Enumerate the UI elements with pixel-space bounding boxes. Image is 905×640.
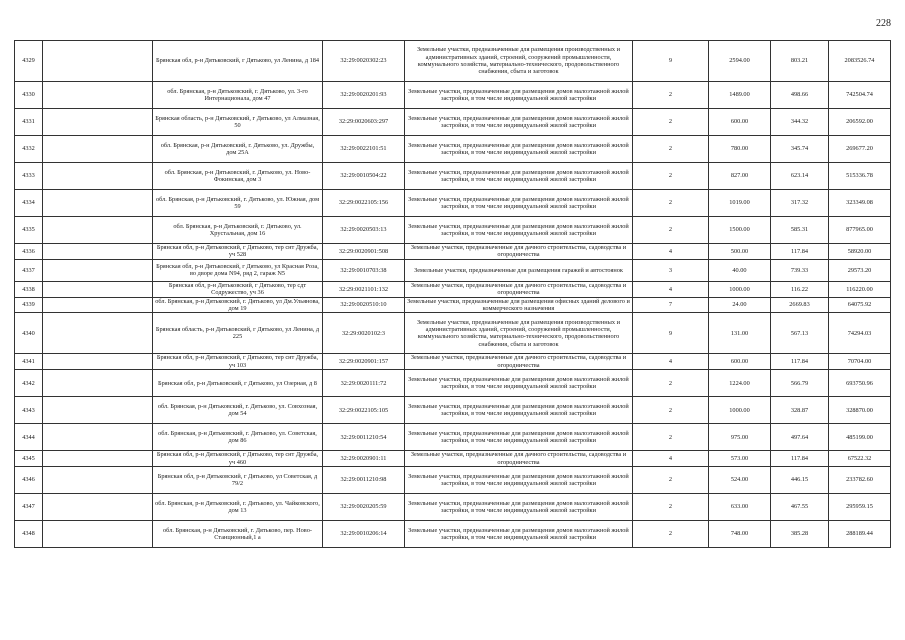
- cadastral-value-cell: 64075.92: [829, 297, 891, 313]
- blank-cell: [43, 82, 153, 109]
- land-use-cell: Земельные участки, предназначенные для размещения домов малоэтажной жилой застройки, в том числе индивидуальной жилой застройки: [405, 190, 633, 217]
- land-use-cell: Земельные участки, предназначенные для размещения производственных и административных зданий, строений, сооружений промышленности, коммунального хозяйства, материально-технического, продовольственного снабжения, сбыта и заготовок: [405, 313, 633, 354]
- address-cell: Брянская обл, р-н Дятьковский, г Дятьково, тер снт Дружба, уч 528: [153, 244, 323, 260]
- land-use-cell: Земельные участки, предназначенные для размещения домов малоэтажной жилой застройки, в том числе индивидуальной жилой застройки: [405, 163, 633, 190]
- cadastral-number-cell: 32:29:0011210:98: [323, 467, 405, 494]
- cadastral-number-cell: 32:29:0020503:13: [323, 217, 405, 244]
- cadastral-number-cell: 32:29:0020302:23: [323, 41, 405, 82]
- row-number-cell: 4347: [15, 494, 43, 521]
- address-cell: обл. Брянская, р-н Дятьковский, г. Дятьково, ул Дм.Ульянова, дом 19: [153, 297, 323, 313]
- group-cell: 4: [633, 281, 709, 297]
- specific-value-cell: 385.28: [771, 521, 829, 548]
- cadastral-value-cell: 206592.00: [829, 109, 891, 136]
- specific-value-cell: 116.22: [771, 281, 829, 297]
- row-number-cell: 4348: [15, 521, 43, 548]
- row-number-cell: 4336: [15, 244, 43, 260]
- area-cell: 780.00: [709, 136, 771, 163]
- area-cell: 2594.00: [709, 41, 771, 82]
- group-cell: 2: [633, 217, 709, 244]
- blank-cell: [43, 451, 153, 467]
- row-number-cell: 4345: [15, 451, 43, 467]
- cadastral-value-cell: 485199.00: [829, 424, 891, 451]
- blank-cell: [43, 521, 153, 548]
- cadastral-number-cell: 32:29:0020901:157: [323, 354, 405, 370]
- cadastral-value-cell: 693750.96: [829, 370, 891, 397]
- address-cell: Брянская обл, р-н Дятьковский, г Дятьково, ул Озерная, д 8: [153, 370, 323, 397]
- blank-cell: [43, 281, 153, 297]
- blank-cell: [43, 109, 153, 136]
- row-number-cell: 4335: [15, 217, 43, 244]
- land-use-cell: Земельные участки, предназначенные для размещения домов малоэтажной жилой застройки, в том числе индивидуальной жилой застройки: [405, 467, 633, 494]
- table-row: [15, 467, 891, 494]
- area-cell: 1489.00: [709, 82, 771, 109]
- land-use-cell: Земельные участки, предназначенные для дачного строительства, садоводства и огородничества: [405, 281, 633, 297]
- blank-cell: [43, 494, 153, 521]
- specific-value-cell: 317.32: [771, 190, 829, 217]
- specific-value-cell: 345.74: [771, 136, 829, 163]
- table-row: [15, 297, 891, 313]
- cadastral-value-cell: 70704.00: [829, 354, 891, 370]
- cadastral-number-cell: 32:29:0020201:93: [323, 82, 405, 109]
- group-cell: 2: [633, 397, 709, 424]
- group-cell: 2: [633, 521, 709, 548]
- blank-cell: [43, 370, 153, 397]
- row-number-cell: 4346: [15, 467, 43, 494]
- address-cell: обл. Брянская, р-н Дятьковский, г. Дятьково, ул. Советская, дом 86: [153, 424, 323, 451]
- group-cell: 2: [633, 136, 709, 163]
- address-cell: Брянская обл, р-н Дятьковский, г Дятьково, тер снт Дружба, уч 103: [153, 354, 323, 370]
- address-cell: обл. Брянская, р-н Дятьковский, г. Дятьково, ул. Чайковского, дом 13: [153, 494, 323, 521]
- group-cell: 2: [633, 370, 709, 397]
- group-cell: 2: [633, 109, 709, 136]
- specific-value-cell: 446.15: [771, 467, 829, 494]
- group-cell: 3: [633, 259, 709, 281]
- row-number-cell: 4341: [15, 354, 43, 370]
- cadastral-number-cell: 32:29:0010504:22: [323, 163, 405, 190]
- land-use-cell: Земельные участки, предназначенные для размещения домов малоэтажной жилой застройки, в том числе индивидуальной жилой застройки: [405, 136, 633, 163]
- group-cell: 7: [633, 297, 709, 313]
- table-row: [15, 244, 891, 260]
- table-row: [15, 354, 891, 370]
- row-number-cell: 4343: [15, 397, 43, 424]
- row-number-cell: 4334: [15, 190, 43, 217]
- group-cell: 2: [633, 163, 709, 190]
- blank-cell: [43, 354, 153, 370]
- specific-value-cell: 497.64: [771, 424, 829, 451]
- cadastral-value-cell: 2083526.74: [829, 41, 891, 82]
- cadastral-value-table: [14, 40, 891, 548]
- land-use-cell: Земельные участки, предназначенные для размещения домов малоэтажной жилой застройки, в том числе индивидуальной жилой застройки: [405, 217, 633, 244]
- specific-value-cell: 117.84: [771, 451, 829, 467]
- group-cell: 2: [633, 82, 709, 109]
- row-number-cell: 4342: [15, 370, 43, 397]
- blank-cell: [43, 217, 153, 244]
- area-cell: 827.00: [709, 163, 771, 190]
- cadastral-value-cell: 74294.03: [829, 313, 891, 354]
- cadastral-number-cell: 32:29:0011210:54: [323, 424, 405, 451]
- table-row: [15, 521, 891, 548]
- cadastral-number-cell: 32:29:0010703:38: [323, 259, 405, 281]
- land-use-cell: Земельные участки, предназначенные для размещения домов малоэтажной жилой застройки, в том числе индивидуальной жилой застройки: [405, 397, 633, 424]
- group-cell: 4: [633, 354, 709, 370]
- page-number: 228: [876, 18, 891, 29]
- cadastral-number-cell: 32:29:0010206:14: [323, 521, 405, 548]
- table-row: [15, 424, 891, 451]
- cadastral-value-cell: 295959.15: [829, 494, 891, 521]
- area-cell: 633.00: [709, 494, 771, 521]
- cadastral-number-cell: 32:29:0020510:10: [323, 297, 405, 313]
- table-row: [15, 82, 891, 109]
- cadastral-number-cell: 32:29:0020111:72: [323, 370, 405, 397]
- group-cell: 2: [633, 190, 709, 217]
- table-row: [15, 370, 891, 397]
- specific-value-cell: 739.33: [771, 259, 829, 281]
- cadastral-value-cell: 58920.00: [829, 244, 891, 260]
- land-use-cell: Земельные участки, предназначенные для дачного строительства, садоводства и огородничества: [405, 244, 633, 260]
- blank-cell: [43, 190, 153, 217]
- cadastral-value-cell: 116220.00: [829, 281, 891, 297]
- table-row: [15, 259, 891, 281]
- address-cell: Брянская область, р-н Дятьковский, г Дятьково, ул Алмазная, 50: [153, 109, 323, 136]
- group-cell: 9: [633, 41, 709, 82]
- land-use-cell: Земельные участки, предназначенные для размещения производственных и административных зданий, строений, сооружений промышленности, коммунального хозяйства, материально-технического, продовольственного снабжения, сбыта и заготовок: [405, 41, 633, 82]
- area-cell: 1500.00: [709, 217, 771, 244]
- cadastral-number-cell: 32:29:0022101:51: [323, 136, 405, 163]
- cadastral-value-cell: 67522.32: [829, 451, 891, 467]
- table-row: [15, 313, 891, 354]
- area-cell: 748.00: [709, 521, 771, 548]
- cadastral-number-cell: 32:29:0022105:156: [323, 190, 405, 217]
- area-cell: 40.00: [709, 259, 771, 281]
- cadastral-number-cell: 32:29:0022105:105: [323, 397, 405, 424]
- blank-cell: [43, 313, 153, 354]
- specific-value-cell: 498.66: [771, 82, 829, 109]
- row-number-cell: 4339: [15, 297, 43, 313]
- table-row: [15, 451, 891, 467]
- row-number-cell: 4332: [15, 136, 43, 163]
- row-number-cell: 4331: [15, 109, 43, 136]
- cadastral-value-cell: 29573.20: [829, 259, 891, 281]
- row-number-cell: 4333: [15, 163, 43, 190]
- specific-value-cell: 328.87: [771, 397, 829, 424]
- cadastral-value-cell: 328870.00: [829, 397, 891, 424]
- blank-cell: [43, 259, 153, 281]
- cadastral-value-cell: 288189.44: [829, 521, 891, 548]
- table-row: [15, 397, 891, 424]
- specific-value-cell: 117.84: [771, 244, 829, 260]
- row-number-cell: 4340: [15, 313, 43, 354]
- area-cell: 1224.00: [709, 370, 771, 397]
- cadastral-value-cell: 323349.08: [829, 190, 891, 217]
- area-cell: 500.00: [709, 244, 771, 260]
- specific-value-cell: 467.55: [771, 494, 829, 521]
- address-cell: Брянская обл, р-н Дятьковский, г Дятьково, ул Советская, д 79/2: [153, 467, 323, 494]
- table-row: [15, 109, 891, 136]
- land-use-cell: Земельные участки, предназначенные для размещения домов малоэтажной жилой застройки, в том числе индивидуальной жилой застройки: [405, 109, 633, 136]
- group-cell: 9: [633, 313, 709, 354]
- area-cell: 600.00: [709, 354, 771, 370]
- land-use-cell: Земельные участки, предназначенные для размещения домов малоэтажной жилой застройки, в том числе индивидуальной жилой застройки: [405, 370, 633, 397]
- group-cell: 2: [633, 494, 709, 521]
- land-use-cell: Земельные участки, предназначенные для размещения домов малоэтажной жилой застройки, в том числе индивидуальной жилой застройки: [405, 521, 633, 548]
- blank-cell: [43, 41, 153, 82]
- specific-value-cell: 344.32: [771, 109, 829, 136]
- area-cell: 131.00: [709, 313, 771, 354]
- cadastral-number-cell: 32:29:0020901:11: [323, 451, 405, 467]
- area-cell: 1000.00: [709, 397, 771, 424]
- address-cell: обл. Брянская, р-н Дятьковский, г. Дятьково, ул. 3-го Интернационала, дом 47: [153, 82, 323, 109]
- address-cell: обл. Брянская, р-н Дятьковский, г. Дятьково, ул. Дружбы, дом 25А: [153, 136, 323, 163]
- group-cell: 2: [633, 424, 709, 451]
- area-cell: 600.00: [709, 109, 771, 136]
- row-number-cell: 4330: [15, 82, 43, 109]
- cadastral-number-cell: 32:29:0021101:132: [323, 281, 405, 297]
- address-cell: Брянская обл, р-н Дятьковский, г Дятьково, ул Красная Роза, во дворе дома N94, ряд 2, гараж N5: [153, 259, 323, 281]
- blank-cell: [43, 163, 153, 190]
- cadastral-value-cell: 269677.20: [829, 136, 891, 163]
- area-cell: 24.00: [709, 297, 771, 313]
- land-use-cell: Земельные участки, предназначенные для дачного строительства, садоводства и огородничества: [405, 451, 633, 467]
- blank-cell: [43, 424, 153, 451]
- area-cell: 1019.00: [709, 190, 771, 217]
- row-number-cell: 4338: [15, 281, 43, 297]
- specific-value-cell: 2669.83: [771, 297, 829, 313]
- cadastral-number-cell: 32:29:0020901:508: [323, 244, 405, 260]
- table-row: [15, 494, 891, 521]
- table-row: [15, 163, 891, 190]
- address-cell: Брянская обл, р-н Дятьковский, г Дятьково, ул Ленина, д 184: [153, 41, 323, 82]
- land-use-cell: Земельные участки, предназначенные для размещения домов малоэтажной жилой застройки, в том числе индивидуальной жилой застройки: [405, 82, 633, 109]
- row-number-cell: 4337: [15, 259, 43, 281]
- table-row: [15, 41, 891, 82]
- land-use-cell: Земельные участки, предназначенные для размещения офисных зданий делового и коммерческого назначения: [405, 297, 633, 313]
- land-use-cell: Земельные участки, предназначенные для размещения домов малоэтажной жилой застройки, в том числе индивидуальной жилой застройки: [405, 494, 633, 521]
- area-cell: 524.00: [709, 467, 771, 494]
- table-row: [15, 136, 891, 163]
- land-use-cell: Земельные участки, предназначенные для размещения домов малоэтажной жилой застройки, в том числе индивидуальной жилой застройки: [405, 424, 633, 451]
- table-row: [15, 217, 891, 244]
- address-cell: обл. Брянская, р-н Дятьковский, г. Дятьково, ул. Южная, дом 59: [153, 190, 323, 217]
- group-cell: 4: [633, 451, 709, 467]
- address-cell: Брянская обл, р-н Дятьковский, г Дятьково, тер сдт Содружество, уч 36: [153, 281, 323, 297]
- group-cell: 4: [633, 244, 709, 260]
- land-use-cell: Земельные участки, предназначенные для дачного строительства, садоводства и огородничества: [405, 354, 633, 370]
- cadastral-value-cell: 742504.74: [829, 82, 891, 109]
- table-row: [15, 281, 891, 297]
- specific-value-cell: 585.31: [771, 217, 829, 244]
- address-cell: Брянская обл, р-н Дятьковский, г Дятьково, тер снт Дружба, уч 460: [153, 451, 323, 467]
- area-cell: 573.00: [709, 451, 771, 467]
- group-cell: 2: [633, 467, 709, 494]
- address-cell: обл. Брянская, р-н Дятьковский, г. Дятьково, пер. Ново-Станционный,1 а: [153, 521, 323, 548]
- row-number-cell: 4344: [15, 424, 43, 451]
- specific-value-cell: 566.79: [771, 370, 829, 397]
- address-cell: обл. Брянская, р-н Дятьковский, г. Дятьково, ул. Хрустальная, дом 16: [153, 217, 323, 244]
- blank-cell: [43, 397, 153, 424]
- address-cell: обл. Брянская, р-н Дятьковский, г. Дятьково, ул. Ново-Фокинская, дом 3: [153, 163, 323, 190]
- land-use-cell: Земельные участки, предназначенные для размещения гаражей и автостоянок: [405, 259, 633, 281]
- address-cell: обл. Брянская, р-н Дятьковский, г. Дятьково, ул. Совхозная, дом 54: [153, 397, 323, 424]
- specific-value-cell: 623.14: [771, 163, 829, 190]
- area-cell: 975.00: [709, 424, 771, 451]
- cadastral-value-cell: 515336.78: [829, 163, 891, 190]
- cadastral-number-cell: 32:29:0020102:3: [323, 313, 405, 354]
- table-body: [15, 41, 891, 548]
- cadastral-number-cell: 32:29:0020603:297: [323, 109, 405, 136]
- blank-cell: [43, 244, 153, 260]
- cadastral-value-cell: 233782.60: [829, 467, 891, 494]
- cadastral-number-cell: 32:29:0020205:59: [323, 494, 405, 521]
- cadastral-value-cell: 877965.00: [829, 217, 891, 244]
- blank-cell: [43, 297, 153, 313]
- table-row: [15, 190, 891, 217]
- address-cell: Брянская область, р-н Дятьковский, г Дятьково, ул Ленина, д 225: [153, 313, 323, 354]
- area-cell: 1000.00: [709, 281, 771, 297]
- blank-cell: [43, 467, 153, 494]
- blank-cell: [43, 136, 153, 163]
- row-number-cell: 4329: [15, 41, 43, 82]
- specific-value-cell: 117.84: [771, 354, 829, 370]
- specific-value-cell: 803.21: [771, 41, 829, 82]
- specific-value-cell: 567.13: [771, 313, 829, 354]
